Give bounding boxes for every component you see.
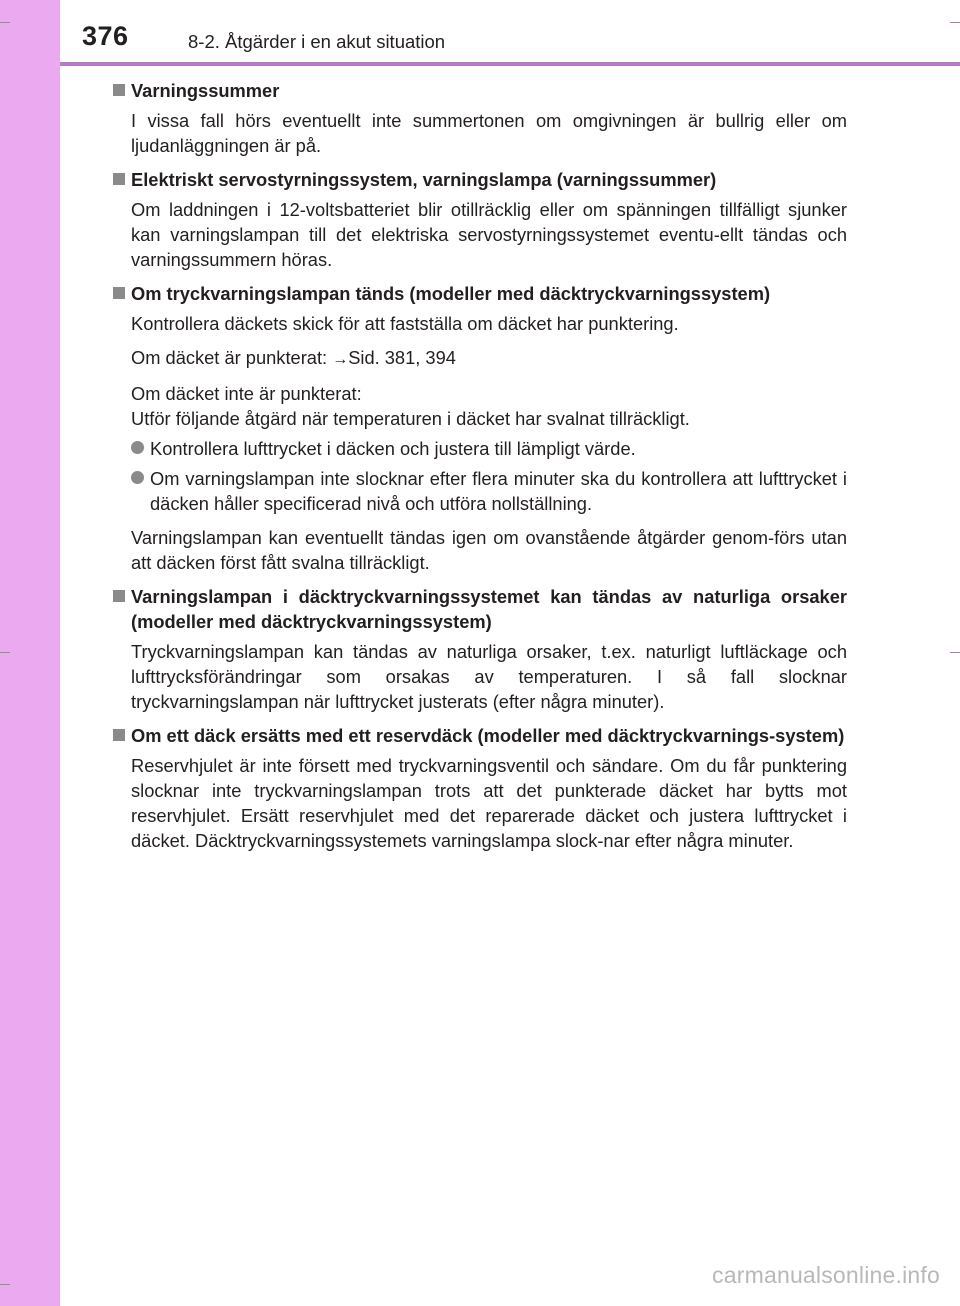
square-bullet-icon <box>113 590 125 602</box>
crop-mark <box>0 652 10 653</box>
page-side-tab <box>0 0 60 1306</box>
paragraph: Tryckvarningslampan kan tändas av naturliga orsaker, t.ex. naturligt luftläckage och lufttrycksförändringar som orsakas av temperaturen. I så fall slocknar tryckvarningslampan när lufttrycket justerats (efter några minuter). <box>131 641 847 712</box>
crop-mark <box>0 22 10 23</box>
paragraph: Om laddningen i 12-voltsbatteriet blir otillräcklig eller om spänningen tillfälligt sjunker kan varningslampan till det elektriska servostyrningssystemet eventu-ellt tändas och varningssummern höras. <box>131 199 847 270</box>
paragraph: Om däcket inte är punkterat: Utför följande åtgärd när temperaturen i däcket har svalnat tillräckligt. <box>131 383 690 429</box>
page-number: 376 <box>82 21 129 51</box>
crop-mark <box>0 1284 10 1285</box>
crop-mark <box>950 652 960 653</box>
section-title: 8-2. Åtgärder i en akut situation <box>188 31 446 52</box>
section-heading: Om ett däck ersätts med ett reservdäck (modeller med däcktryckvarnings-system) <box>112 723 847 748</box>
list-item: Kontrollera lufttrycket i däcken och justera till lämpligt värde. <box>112 436 847 461</box>
list-item: Om varningslampan inte slocknar efter flera minuter ska du kontrollera att lufttrycket i däcken håller specificerad nivå och utföra nollställning. <box>112 466 847 516</box>
section-heading: Varningslampan i däcktryckvarningssystemet kan tändas av naturliga orsaker (modeller med däcktryckvarningssystem) <box>112 584 847 634</box>
reference-link[interactable]: Sid. 381, 394 <box>348 347 456 368</box>
paragraph: Varningslampan kan eventuellt tändas igen om ovanstående åtgärder genom-förs utan att däcken först fått svalna tillräckligt. <box>131 527 847 573</box>
round-bullet-icon <box>131 471 144 484</box>
square-bullet-icon <box>113 173 125 185</box>
page-header <box>60 0 960 66</box>
header-rule <box>60 62 960 66</box>
section-heading: Elektriskt servostyrningssystem, varningslampa (varningssummer) <box>112 167 847 192</box>
paragraph: I vissa fall hörs eventuellt inte summertonen om omgivningen är bullrig eller om ljudanläggningen är på. <box>131 110 847 156</box>
paragraph: Kontrollera däckets skick för att fastställa om däcket har punktering. <box>131 313 679 334</box>
main-content <box>112 76 847 853</box>
page-reference: Om däcket är punkterat: →Sid. 381, 394 <box>131 347 456 368</box>
watermark: carmanualsonline.info <box>712 1262 940 1288</box>
square-bullet-icon <box>113 287 125 299</box>
section-heading: Varningssummer <box>112 78 847 103</box>
paragraph: Reservhjulet är inte försett med tryckvarningsventil och sändare. Om du får punktering slocknar inte tryckvarningslampan trots att det punkterade däcket har bytts mot reservhjulet. Ersätt reservhjulet med det reparerade däcket och justera lufttrycket i däcket. Däcktryckvarningssystemets varningslampa slock-nar efter några minuter. <box>131 755 847 851</box>
square-bullet-icon <box>113 84 125 96</box>
section-heading: Om tryckvarningslampan tänds (modeller med däcktryckvarningssystem) <box>112 281 847 306</box>
square-bullet-icon <box>113 729 125 741</box>
round-bullet-icon <box>131 441 144 454</box>
arrow-right-icon: → <box>332 351 349 368</box>
